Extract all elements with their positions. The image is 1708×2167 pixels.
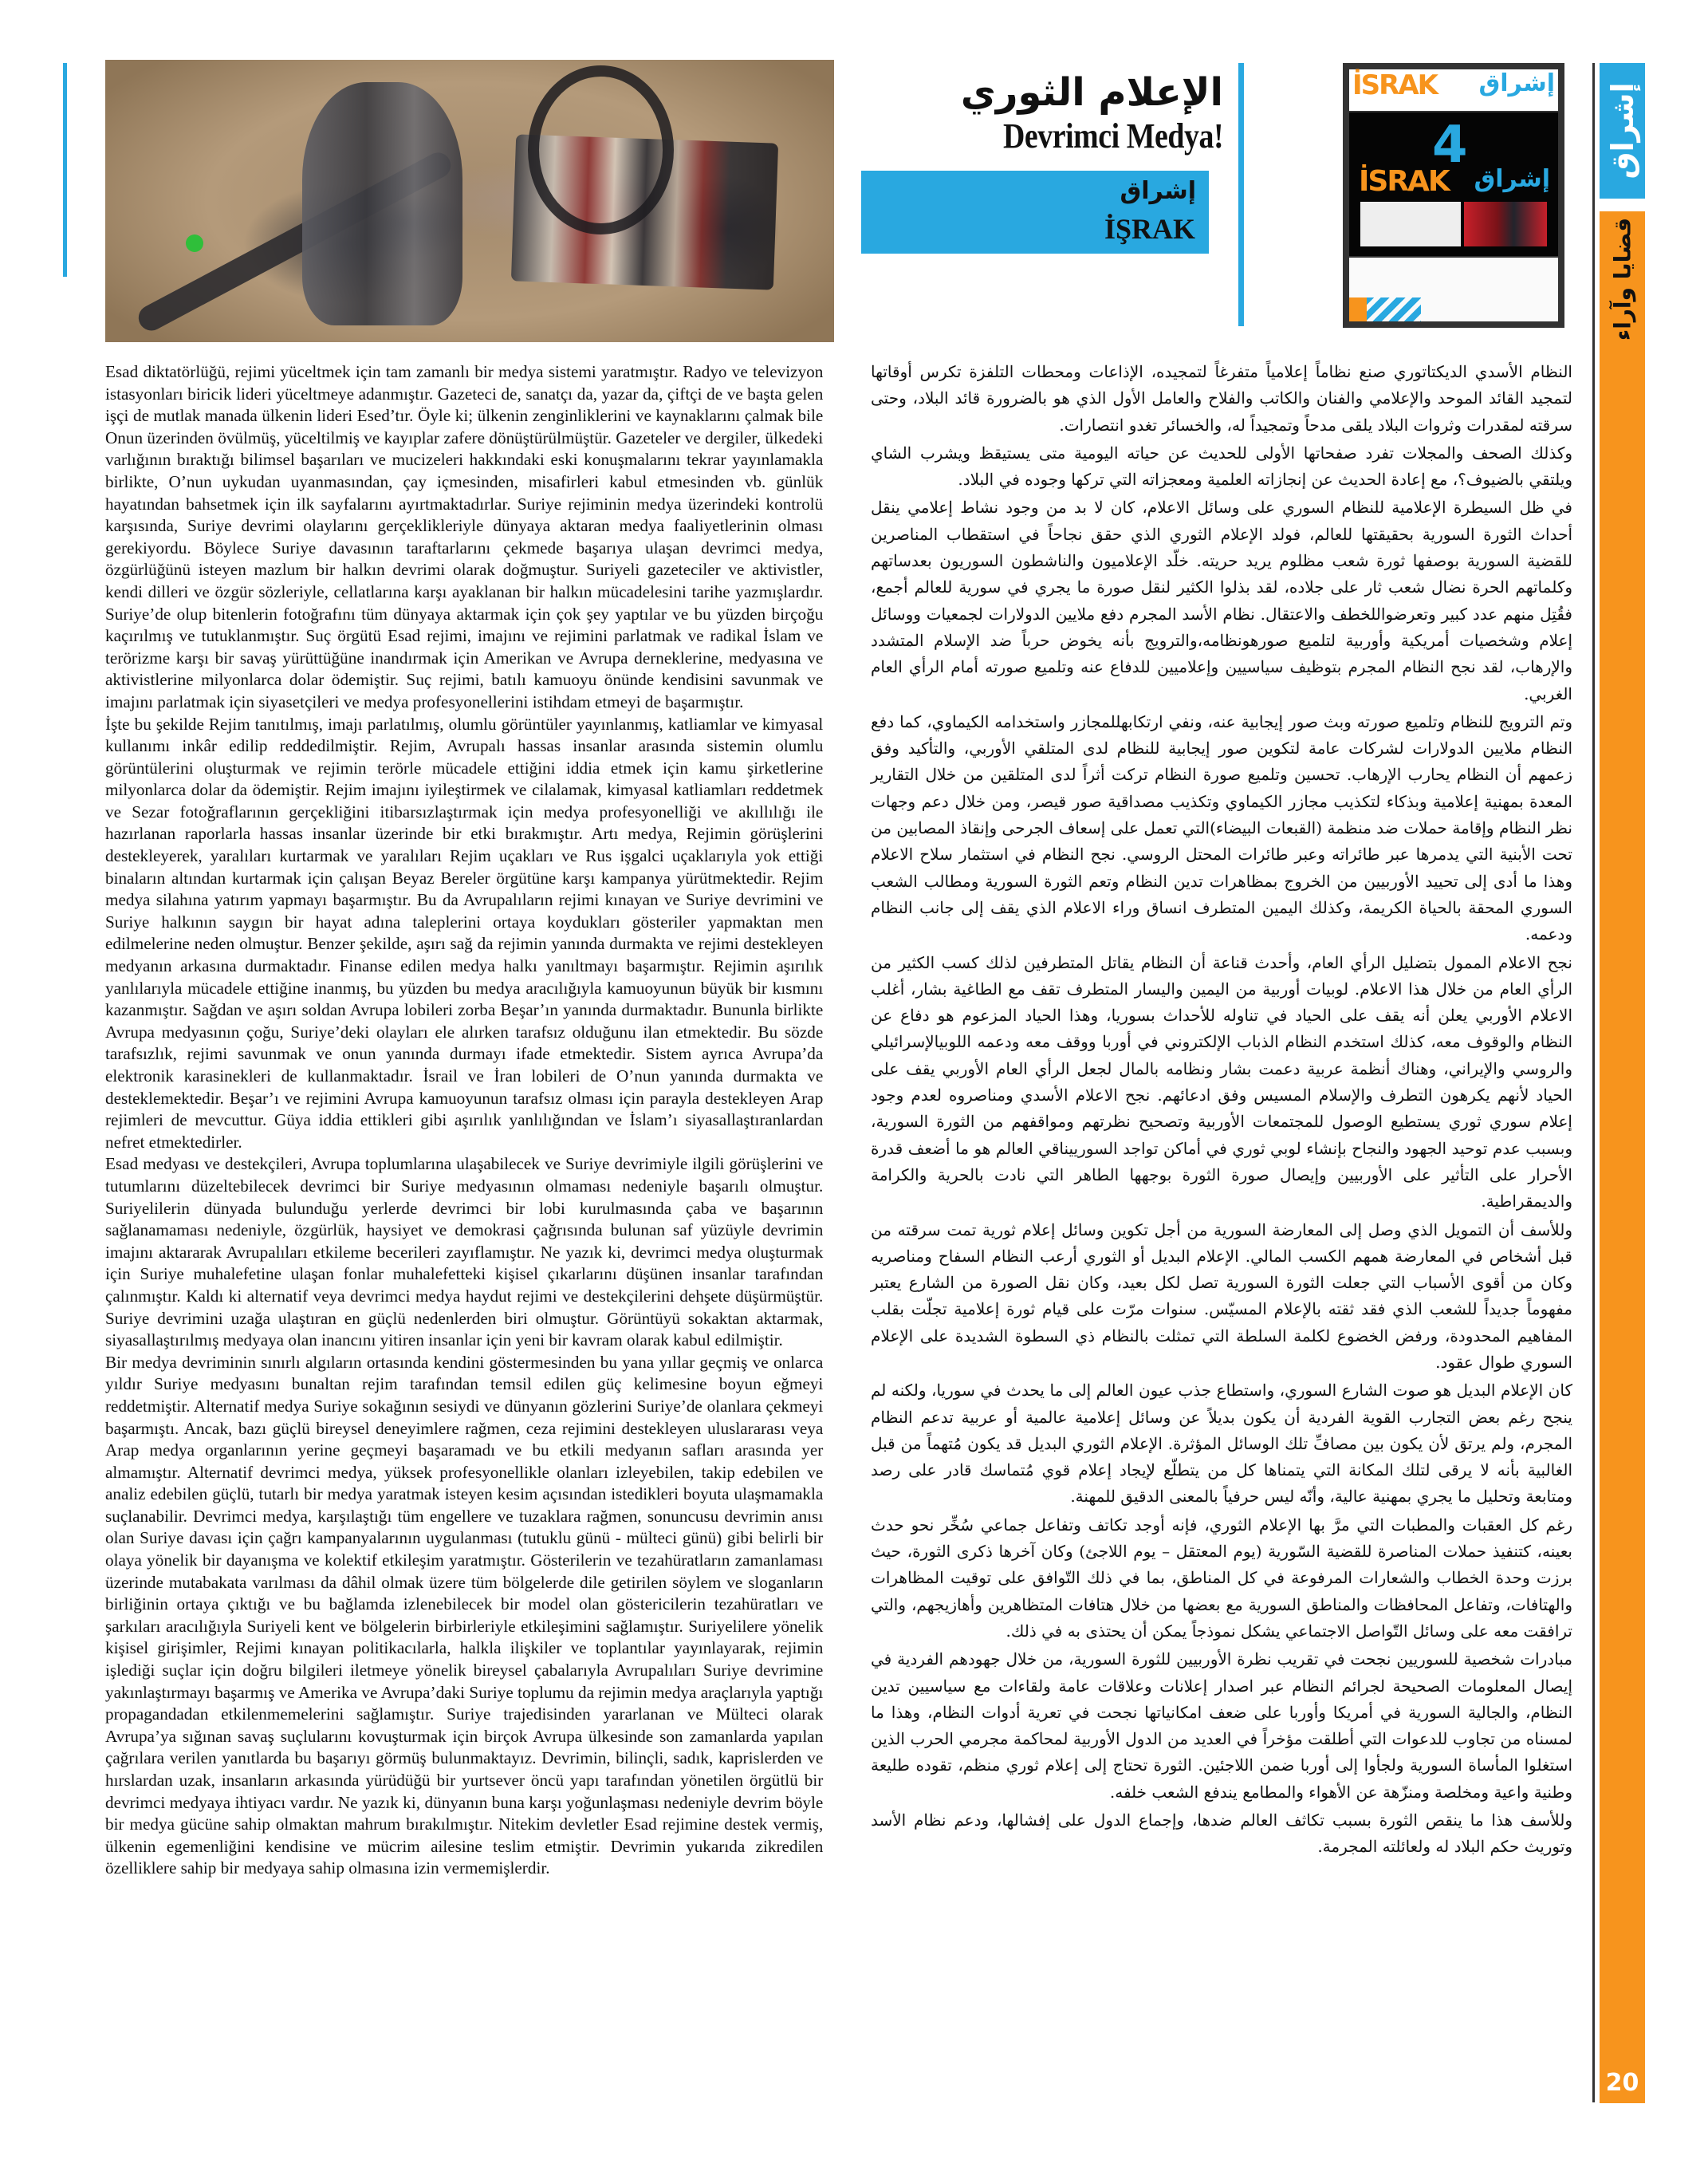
arabic-paragraph: مبادرات شخصية للسوريين نجحت في تقريب نظرة الأوربيين للثورة السورية، من خلال جهودهم الفردية في إيصال المعلومات الصحيحة لجرائم النظام عبر اصدار إعلانات وعلاقات عامة ولقاءات مع سياسيين تدين النظام، والجالية السورية في أمريكا وأوربا على ضعف امكانياتها نجحت في تعرية أدوات النظام، وهذا ما لمسناه من تجاوب للدعوات التي أطلقت مؤخراً في العديد من الدول الأوربية لمحاكمة مجرمي الحرب الذين استغلوا المأساة السورية ولجأوا إلى أوربا ضمن اللاجئين. الثورة تحتاج إلى إعلام ثوري منظم، تقوده طليعة وطنية واعية ومخلصة ومنزّهة عن الأهواء والمطامع يندفع الشعب خلفه. (871, 1649, 1572, 1802)
arabic-paragraph: وتم الترويج للنظام وتلميع صورته وبث صور إيجابية عنه، ونفي ارتكابهللمجازر واستخدامه الكيماوي، كما دفع النظام ملايين الدولارات لشركات عامة لتكوين صور إيجابية للنظام لدى المتلقي الأوربي، والتأكيد وفق زعمهم أن النظام يحارب الإرهاب. تحسين وتلميع صورة النظام تركت أثراً لدى المتلقين من خلال التقارير المعدة بمهنية إعلامية وبذكاء لتكذيب مجازر الكيماوي وتكذيب مصداقية صور قيصر، ومن خلال دعم وجهات نظر النظام وإقامة حملات ضد منظمة (القبعات البيضاء)التي تعمل على إسعاف الجرحى وإنقاذ المصابين من تحت الأبنية التي يدمرها عبر طائراته وعبر طائرات المحتل الروسي. نجح النظام في استثمار سلاح الاعلام وهذا ما أدى إلى تحييد الأوربيين من الخروج بمظاهرات تدين النظام وتعم الثورة السورية ومطالب الشعب السوري المحقة بالحياة الكريمة، وكذلك اليمين المتطرف انساق وراء الاعلام الذي يقف إلى جانب النظام ودعمه. (871, 711, 1572, 944)
arabic-paragraph: كان الإعلام البديل هو صوت الشارع السوري، واستطاع جذب عيون العالم إلى ما يحدث في سوريا، ولكنه لم ينجح رغم بعض التجارب القوية الفردية أن يكون بديلاً عن وسائل إعلامية عالمية أو عربية تدعم النظام المجرم، ولم يرتق لأن يكون بين مصافِّ تلك الوسائل المؤثرة. الإعلام الثوري البديل قد يكون مُتهماً من قبل الغالبية بأنه لا يرقى لتلك المكانة التي يتمناها كل من يتطلّع لإيجاد إعلام قوي مُتماسك قادر على رصد ومتابعة وتحليل ما يجري بمهنية عالية، وأنّه ليس حرفياً بالمعنى الدقيق للمهنة. (871, 1381, 1572, 1507)
article-photo (105, 60, 834, 342)
arabic-paragraph: رغم كل العقبات والمطبات التي مرَّ بها الإعلام الثوري، فإنه أوجد تكاتف وتفاعل جماعي سُخِّر نحو حدث بعينه، كتنفيذ حملات المناصرة للقضية السّورية (يوم المعتقل – يوم اللاجئ) وكان آخرها ذكرى الثورة، حيث برزت وحدة الخطاب والشعارات المرفوعة في كل المناطق، بما في ذلك التّوافق على توقيت المظاهرات والهتافات، وتفاعل المحافظات والمناطق السورية مع بعضها من خلال هتافات المتظاهرين وأهازيجهم، والتي ترافقت معه على وسائل التّواصل الاجتماعي يشكل نموذجاً يمكن أن يحتذى به في ذلك. (871, 1515, 1572, 1641)
cover-hero (1349, 112, 1558, 256)
arabic-paragraph: وللأسف أن التمويل الذي وصل إلى المعارضة السورية من أجل تكوين وسائل إعلام ثورية تمت سرقته من قبل أشخاص في المعارضة همهم الكسب المالي. الإعلام البديل أو الثوري أرعب النظام السفاح ومناصريه وكان من أقوى الأسباب التي جعلت الثورة السورية تصل لكل بعيد، وكان نقل الصورة من الشارع يعتبر مفهوماً جديداً للشعب الذي فقد ثقته بالإعلام المسيّس. سنوات مرّت على قيام ثورة إعلامية تجلّت بقلب المفاهيم المحدودة، ورفض الخضوع لكلمة السلطة التي تمثلت بالنظام ذي السطوة الشديدة على الإعلام السوري طوال عقود. (871, 1219, 1573, 1372)
magazine-cover-thumbnail (1343, 63, 1564, 328)
magazine-logo (1600, 63, 1645, 199)
author-name-arabic: إشراق (1120, 177, 1196, 205)
cover-brand-arabic: إشراق (1478, 69, 1555, 97)
left-blue-rule (63, 63, 67, 277)
cover-text-block (1360, 202, 1461, 246)
article-title-arabic: الإعلام الثوري (960, 70, 1223, 115)
arabic-paragraph: نجح الاعلام الممول بتضليل الرأي العام، وأحدث قناعة أن النظام يقاتل المتطرفين لذلك كسب الكثير من الرأي العام من خلال هذا الاعلام. لوبيات أوربية من اليمين واليسار المتطرف تقف مع الطاغية بشار، أغلب الاعلام الأوربي يعلن أنه يقف على الحياد في تناوله للأحداث بسوريا، وهذا الحياد المزعوم هو دفاع عن النظام والوقوف معه، كذلك استخدم النظام الذباب الإلكتروني في أوربا ووقف معه ودعمه اللوبيالإسرائيلي والروسي والإيراني، وهناك أنظمة عربية دعمت بشار ونظامه بالمال لجعل الرأي العام الأوربي يقف على الحياد لأنهم يكرهون التطرف والإسلام المسيس وفق ادعائهم. نجح الاعلام الأسدي ومناصروه لعدم وجود إعلام سوري ثوري يستطيع الوصول للمجتمعات الأوربية وتصحيح نظرتهم ومواقفهم من الثورة السورية، وبسبب عدم توحيد الجهود والنجاح بإنشاء لوبي ثوري في أماكن تواجد السورييناقي العالم هو ما أضعف قدرة الأحرار على التأثير على الأوربيين وإيصال صورة الثورة بوجهها الطاهر التي نادت بالحرية والكرامة والديمقراطية. (871, 952, 1572, 1212)
arabic-column (871, 359, 1572, 1862)
arabic-paragraph: النظام الأسدي الديكتاتوري صنع نظاماً إعلامياً متفرغاً لتمجيده، الإذاعات ومحطات التلفزة تكرس أوقاتها لتمجيد القائد الموحد والإعلامي والفنان والكاتب والفلاح والعامل الأول الذي هو بالضرورة قائد البلاد، وحتى سرقته لمقدرات وثروات البلاد يلقى مدحاً وتمجيداً له، والخسائر تغدو انتصارات. (871, 362, 1572, 435)
cover-orange-corner (1349, 297, 1367, 321)
turkish-paragraph: Esad medyası ve destekçileri, Avrupa toplumlarına ulaşabilecek ve Suriye devrimiyle ilgili görüşlerini ve tutumlarını düzeltebilecek devrimci bir Suriye medyasının olmaması nedeniyle başarılı olmuştur. Suriyelilerin dünyada bulunduğu yerlerde devrimci bir lobi kurulmasında çaba ve başarının sağlanamaması nedeniyle, özgürlük, haysiyet ve demokrasi çağrısında bulunan saf yüzüyle devrimin imajını aktararak Avrupalıları etkileme becerileri zayıflamıştır. Ne yazık ki, devrimci medya oluşturmak için Suriye muhalefetine ulaşan fonlar muhalefetteki kişisel çıkarlarını düşünen insanlar tarafından çalınmıştır. Kaldı ki alternatif veya devrimci medya haydut rejimi ve destekçilerini dehşete düşürmüştür. Suriye devrimini uzağa ulaştıran en güçlü nedenlerden biri olmuştur. Görüntüyü sokaktan aktarmak, siyasallaştırılmış medyaya olan inancını yitiren insanlar için yeni bir kavram olarak kabul edilmiştir. (105, 1154, 824, 1350)
photo-green-dot (186, 234, 203, 252)
page-number: 20 (1605, 2069, 1639, 2097)
cover-brand-arabic-large: إشراق (1474, 165, 1550, 193)
cover-brand-latin: İSRAK (1352, 69, 1437, 101)
cover-contents (1349, 258, 1558, 321)
photo-camera-body (302, 82, 462, 325)
sidebar-rule (1592, 63, 1595, 2102)
turkish-paragraph: Esad diktatörlüğü, rejimi yüceltmek için tam zamanlı bir medya sistemi yaratmıştır. Radyo ve televizyon istasyonları biricik lideri yüceltmeye adanmıştır. Gazeteci de, sanatçı da, yazar da, çiftçi de ve başta gelen işçi de mutlak manada ülkenin lideri Esed’tır. Öyle ki; ülkenin zenginliklerini ve kaynaklarını çalmak bile Onun üzerinden övülmüş, yüceltilmiş ve kayıplar zafere dönüştürülmüştür. Gazeteler ve dergiler, ülkedeki varlığının bıraktığı bilimsel başarıları ve mucizeleri hakkındaki eski konuşmalarını tekrar yayınlamakla birlikte, O’nun uykudan uyanmasından, çay içmesinden, misafirleri kabul etmesinden vb. günlük hayatından bahsetmek için ilk sayfalarını ayırtmaktadırlar. Suriye rejiminin medya üzerindeki kontrolü karşısında, Suriye devrimi olaylarını gerçeklikleriyle dünyaya aktaran medya faaliyetlerinin olması gerekiyordu. Böylece Suriye davasının taraftarlarını çekmede başarıya ulaşan devrimci medya, özgürlüğünü isteyen mazlum bir halkın devrimi olarak doğmuştur. Suriyeli gazeteciler ve aktivistler, kendi dilleri ve özgür sözleriyle, cellatlarına karşı ayaklanan bir halkın mücadelesini tarihe yazmışlardır. Suriye’de olup bitenlerin fotoğrafını tüm dünyaya aktarmak için çok şey yaptılar ve bu yüzden birçoğu kaçırılmış ve tutuklanmıştır. Suç örgütü Esad rejimi, imajını ve rejimini parlatmak ve radikal İslam ve terörizme karşı bir savaş yürüttüğüne inandırmak için Amerikan ve Avrupa derneklerine, medyasına ve aktivistlerine milyonlarca dolar ödemiştir. Suç rejimi, batılı kamuoyu önünde kendisini savunmak ve imajını parlatmak için siyasetçileri ve medya profesyonellerini istihdam etmeyi de başarmıştır. (105, 362, 824, 711)
author-box (861, 171, 1209, 254)
photo-strap-loop (528, 65, 674, 234)
cover-issue-number: 4 (1432, 116, 1468, 175)
cover-brand-latin-large: İSRAK (1359, 165, 1449, 198)
article-title-turkish: Devrimci Medya! (1002, 116, 1223, 156)
cover-photo (1464, 202, 1547, 246)
cover-masthead (1349, 69, 1558, 111)
turkish-paragraph: Bir medya devriminin sınırlı algıların ortasında kendini göstermesinden bu yana yıllar geçmiş ve onlarca yıldır Suriye medyasını bunaltan rejim tarafından temsil edilen güç kelimesine boyun eğmeyi reddetmiştir. Alternatif medya Suriye sokağının sesiydi ve dünyanın gözlerini Suriye’de olanlara çekmeyi başarmıştı. Ancak, bazı güçlü bireysel deneyimlere rağmen, ceza rejimini destekleyen uluslararası veya Arap medya organlarının yerine geçmeyi başaramadı ve bu etkili medyanın safları arasında yer almamıştır. Alternatif devrimci medya, yüksek profesyonellikle olanları izleyebilen, takip edebilen ve analiz edebilen güçlü, tutarlı bir medya yaratmak isteyen kesim açısından istedikleri boyuta ulaşmamakla suçlanabilir. Devrimci medya, karşılaştığı tüm engellere ve tuzaklara rağmen, sonuncusu devrimin anısı olan Suriye davası için çağrı kampanyalarının uygulanması (tutuklu günü - mülteci günü) gibi belirli bir olaya yönelik bir dayanışma ve kolektif etkileşim yaratmıştır. Gösterilerin ve tezahüratların zamanlaması üzerinde mutabakata varılması da dâhil olmak üzere tüm bölgelerde dile getirilen söylem ve sloganların birliğinin ortaya çıktığı ve bu bağlamda izlenebilecek bir model olan göstericilerin tezahüratları ve şarkıları aracılığıyla Suriyeli kent ve bölgelerin birbirleriyle etkileşimini sağlamıştır. Suriyelilere yönelik kişisel girişimler, Rejimi kınayan politikacılarla, halkla ilişkiler ve toplantılar yayınlayarak, rejimin işlediği suçlar için doğru bilgileri iletmeye yönelik bireysel çabalarıyla Avrupalıları Suriye devrimine yakınlaştırmayı başarmış ve Amerika ve Avrupa’daki Suriye toplumu da rejimin medya araçlarıyla yaptığı propagandadan etkilenmemelerini sağlamıştır. Suriye trajedisinden yararlanan ve Mülteci olarak Avrupa’ya sığınan savaş suçlularını kovuşturmak için birçok Avrupa ülkesinde son zamanlarda yapılan çağrılara verilen yanıtlarda bu başarıyı görmüş bulunmaktayız. Devrimin, bilinçli, sadık, kaprislerden ve hırslardan uzak, insanların arkasında yürüdüğü bir yurtsever öncü yapı tarafından yönetilen örgütlü bir devrimci medyaya ihtiyacı vardır. Ne yazık ki, dünyanın buna karşı yoğunlaşması nedeniyle devrim böyle bir medya gücüne sahip olmaktan mahrum bırakılmıştır. Nitekim devletler Esad rejimine destek vermiş, ülkenin egemenliğini kendisine ve mücrim ailesine teslim etmiştir. Devrimin yukarıda zikredilen özelliklere sahip bir medyaya sahip olmasına izin vermemişlerdir. (105, 1352, 824, 1878)
author-name-turkish: İŞRAK (1104, 213, 1195, 245)
section-sidebar-bar (1600, 211, 1645, 2103)
arabic-paragraph: وللأسف هذا ما ينقص الثورة بسبب تكاثف العالم ضدها، وإجماع الدول على إفشالها، ودعم نظام الأسد وتوريث حكم البلاد له ولعائلته المجرمة. (871, 1810, 1572, 1857)
arabic-paragraph: وكذلك الصحف والمجلات تفرد صفحاتها الأولى للحديث عن حياته اليومية متى يستيقظ ويشرب الشاي ويلتقي بالضيوف؟، مع إعادة الحديث عن إنجازاته العلمية ومعجزاته التي تركها وجوده في البلاد. (871, 443, 1572, 490)
turkish-paragraph: İşte bu şekilde Rejim tanıtılmış, imajı parlatılmış, olumlu görüntüler yayınlanmış, katliamlar ve kimyasal kullanımı inkâr edilip reddedilmiştir. Rejim, Avrupalı hassas insanlar arasında sistemin olumlu görüntülerini oluşturmak ve rejimin terörle mücadele ettiğini iddia etmek için kamu şirketlerine milyonlarca dolar da ödemiştir. Rejim imajını iyileştirmek ve cilalamak, kimyasal katliamları reddetmek ve Sezar fotoğraflarının gerçekliğini itibarsızlaştırmak için medya profesyonelliği ve akıllılığı ile hazırlanan raporlarla hassas insanlar üzerinde bir etki bırakmıştır. Artı medya, Rejimin görüşlerini destekleyerek, yaralıları kurtarmak ve yaralıları Rejim uçakları ve Rus işgalci uçaklarıyla yok ettiği binaların altından kurtarmak için çalışan Beyaz Bereler örgütüne karşı kampanya yürütmektedir. Rejim medya silahına yatırım yapmayı başarmıştır. Bu da Avrupalıların rejimi kınayan ve Suriye devrimini ve Suriye halkının saygın bir hayat adına taleplerini ortaya koydukları gösteriler yapmaktan men edilmelerine neden olmuştur. Benzer şekilde, aşırı sağ da rejimin yanında durmakta ve rejimi destekleyen medyanın arkasına durmaktadır. Finanse edilen medya halkı yanıltmayı başarmıştır. Rejimin aşırılık yanlılarıyla mücadele ettiğine inanmış, bu yüzden bu medya aracılığıyla kamuoyunun büyük bir kısmını kazanmıştır. Sağdan ve aşırı soldan Avrupa lobileri zorba Beşar’ın yanında durmaktadır. Bununla birlikte Avrupa medyasının çoğu, Suriye’deki olayları ele alırken tarafsız olduğunu ilan etmektedir. Bu sözde tarafsızlık, rejimi savunmak ve onun yanında durmayı ifade etmektedir. Sistem ayrıca Avrupa’da elektronik karasinekleri de kullanmaktadır. İsrail ve İran lobileri de O’nun yanında durmakta ve desteklemektedir. Beşar’ı ve rejimini Avrupa kamuoyunun tarafsız olması için parayla destekleyen Arap rejimleri de mevcuttur. Güya iddia ettikleri gibi aşırılık yanlılığından ve İslam’ı siyasallaştıranlardan nefret etmektedirler. (105, 714, 824, 1152)
header-blue-rule (1238, 63, 1244, 326)
turkish-column (105, 361, 823, 1880)
section-label (1600, 215, 1645, 343)
arabic-paragraph: في ظل السيطرة الإعلامية للنظام السوري على وسائل الاعلام، كان لا بد من وجود نشاط إعلامي ينقل أحداث الثورة السورية بحقيقتها للعالم، فولد الإعلام الثوري الذي حقق نجاحاً في استقطاب المناصرين للقضية السورية بوصفها ثورة شعب مظلوم يريد حريته. خلّد الإعلاميون والناشطون السوريون بعدساتهم وكلماتهم الحرة نضال شعب ثار على جلاده، لقد بذلوا الكثير لنقل صورة ما يجري في سورية للعالم أجمع، فقُتِل منهم عدد كبير وتعرضواللخطف والاعتقال. نظام الأسد المجرم دفع ملايين الدولارات لجمعيات ووسائل إعلام وشخصيات أمريكية وأوربية لتلميع صورهونظامه،والترويج بأنه يخوض حرباً ضد الإسلام المتشدد والإرهاب، لقد نجح النظام المجرم بتوظيف سياسيين وإعلاميين للدفاع عنه وتلميع صورته أمام الرأي العام الغربي. (871, 498, 1572, 703)
section-label-text: قضايا وآراء (1609, 217, 1635, 341)
logo-text: إشراق (1604, 82, 1640, 179)
